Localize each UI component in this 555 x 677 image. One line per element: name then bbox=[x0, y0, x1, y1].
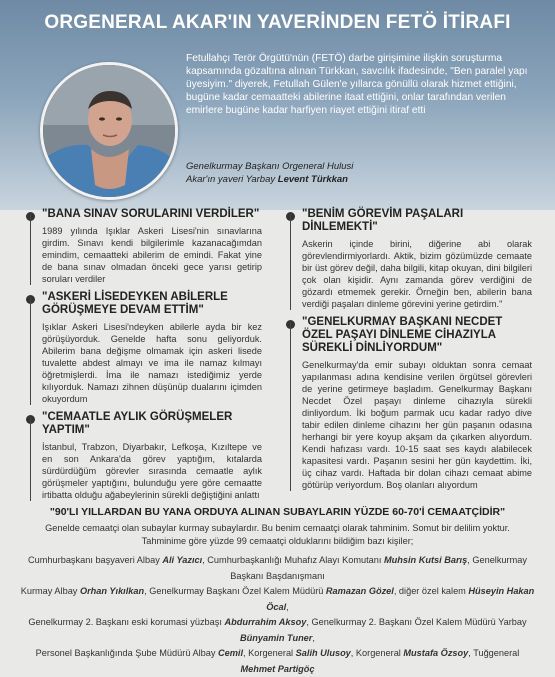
quote-body: Genelkurmay'da emir subayı olduktan sonra cemaat yapılanması adına kendisine verilen örgütsel görevleri de yerine getirmeye başladım. Genelkurmay Başkanı Necdet Özel paşayı dinleme cihazıyla sürekli dinliyordum. İki boğum parmak ucu kadar radyo dive tabir edilen dinleme cihazını her gün paşanın odasına herhangi bir yere koyup akşam da çıkarken alıyordum. Kendi hafızası vardı. 10-15 saat ses kaydı alabilecek kapasitesi vardı. Paşanın sesini her gün kaydettim. İki, üç cihaz vardı. Haftada bir dolan cihazı cemaat abime götürüp veriyordum. Boş olanları alıyordum bbox=[302, 360, 532, 490]
intro-text: Fetullahçı Terör Örgütü'nün (FETÖ) darbe girişimine ilişkin soruşturma kapsamında gözaltına alınan Türkkan, savcılık ifadesinde, "Ben paralel yapı üyesiyim." diyerek, Fetullah Gülen'e yıllarca gönüllü olarak hizmet ettiğini, bugüne kadar cemaatteki abilerine itaat ettiğini, onlar tarafından verilen emirlere bugüne kadar harfiyen riayet ettiğini itiraf etti bbox=[186, 53, 528, 116]
quote-block bbox=[282, 316, 532, 491]
name-pre: Personel Başkanlığında Şube Müdürü Albay bbox=[35, 648, 219, 658]
divider-line bbox=[30, 214, 31, 285]
name-post: , bbox=[286, 601, 289, 612]
quote-body: 1989 yılında Işıklar Askeri Lisesi'nin sınavlarına girdim. Sınavı kendi bilgilerimle kazanacağımdan emindim, cemaatteki abilerim de emindi. Fakat yine de bana sınav olmadan önceki gece yarısı getirip soruları verdiler bbox=[42, 226, 262, 284]
person-name: Hüseyin Hakan Öcal bbox=[266, 586, 535, 612]
caption-line-1: Genelkurmay Başkanı Orgeneral Hulusi bbox=[186, 161, 354, 172]
bottom-line-1: Genelde cemaatçi olan subaylar kurmay subaylardır. Bu benim cemaatçi olarak tahminim. Somut bir delilim yoktur. bbox=[45, 523, 510, 533]
quote-title: "CEMAATLE AYLIK GÖRÜŞMELER YAPTIM" bbox=[42, 411, 233, 436]
name-pre: Kurmay Albay bbox=[20, 586, 80, 596]
photo-caption bbox=[186, 160, 486, 186]
name-post: , diğer özel kalem bbox=[393, 586, 469, 596]
quote-body: Askerin içinde birini, diğerine abi olarak görevlendirmiyorlardı. Aktik, bizim gözümüzde cemaate bir üst görev değil, daha bilgili, kitap okuyan, dini bilgileri çok olan kişidir. Aynı zamanda görev verdiğini de gözardı etmemek gerekir. Örneğin ben, abilerin bana verdiği paşaları dinleme görevini yerine getirdim." bbox=[302, 239, 532, 309]
quote-block bbox=[22, 411, 262, 501]
names-list bbox=[18, 553, 537, 677]
page-title: ORGENERAL AKAR'IN YAVERİNDEN FETÖ İTİRAFI bbox=[44, 12, 511, 33]
caption-prefix: Akar'ın yaveri Yarbay bbox=[186, 174, 278, 185]
divider-line bbox=[290, 322, 291, 491]
name-pre: Cumhurbaşkanı başyaveri Albay bbox=[28, 555, 163, 565]
divider-line bbox=[290, 214, 291, 310]
person-name: Ali Yazıcı bbox=[162, 555, 203, 565]
bottom-section bbox=[18, 506, 537, 677]
person-name: Mustafa Özsoy bbox=[403, 648, 469, 658]
person-name: Orhan Yıkılkan bbox=[79, 586, 145, 596]
name-post: , Genelkurmay Başkanı Özel Kalem Müdürü bbox=[144, 586, 326, 596]
name-post: , Genelkurmay Başkanı Başdanışmanı bbox=[230, 555, 527, 581]
quote-title: "BANA SINAV SORULARINI VERDİLER" bbox=[42, 208, 260, 220]
name-post: , Korgeneral bbox=[350, 648, 404, 658]
divider-line bbox=[30, 417, 31, 501]
quote-title: "ASKERİ LİSEDEYKEN ABİLERLE GÖRÜŞMEYE DEVAM ETTİM" bbox=[42, 291, 228, 316]
name-post: , bbox=[312, 632, 315, 643]
caption-line-2 bbox=[186, 173, 486, 186]
caption-name: Levent Türkkan bbox=[277, 174, 348, 185]
quote-body: Işıklar Askeri Lisesi'ndeyken abilerle ayda bir kez görüşüyorduk. Genelde hafta sonu geliyorduk. Abilerim bana değişme olmamak için askeri lisede tuvalette abdest almayı ve ima ile namaz kılmayı öğretmişlerdi. İma ile namazı istediğimiz yerde kılıyorduk. Namazı zihnen düşünüp dualarını içimden okuyordum bbox=[42, 322, 262, 404]
person-name: Ramazan Gözel bbox=[325, 586, 394, 596]
divider-line bbox=[30, 297, 31, 405]
person-name: Mehmet Partigöç bbox=[240, 663, 315, 674]
quote-title: "GENELKURMAY BAŞKANI NECDET ÖZEL PAŞAYI DİNLEME CİHAZIYLA SÜREKLİ DİNLİYORDUM" bbox=[302, 316, 503, 354]
person-name: Muhsin Kutsi Barış bbox=[384, 555, 468, 565]
header-banner bbox=[0, 0, 555, 210]
name-post: , Tuğgeneral bbox=[468, 648, 520, 658]
bottom-title: "90'LI YILLARDAN BU YANA ORDUYA ALINAN SUBAYLARIN YÜZDE 60-70'İ CEMAATÇİDİR" bbox=[49, 506, 506, 518]
bottom-line-2: Tahminime göre yüzde 99 cemaatçi olduklarını bildiğim bazı kişiler; bbox=[141, 535, 414, 546]
name-post: , Cumhurbaşkanlığı Muhafız Alayı Komutanı bbox=[202, 555, 384, 565]
quote-title: "BENİM GÖREVİM PAŞALARI DİNLEMEKTİ" bbox=[302, 208, 464, 233]
name-pre: Genelkurmay 2. Başkanı eski korumasi yüzbaşı bbox=[28, 617, 225, 627]
portrait-photo bbox=[40, 62, 178, 200]
person-name: Cemil bbox=[218, 648, 244, 658]
person-name: Salih Ulusoy bbox=[295, 648, 351, 658]
name-post: , Korgeneral bbox=[243, 648, 296, 658]
right-column bbox=[282, 208, 532, 497]
quote-block bbox=[282, 208, 532, 310]
quote-block bbox=[22, 291, 262, 405]
quote-body: İstanbul, Trabzon, Diyarbakır, Lefkoşa, Kızıltepe ve en son Ankara'da görev yaptığım, kıtalarda sürdürdüğüm görevler sırasında cemaatle aylık görüşmeler yaptığını, bulunduğu yere göre cemaatte irtibatta olduğu ağabeylerinin sürekli değiştiğini anlattı bbox=[42, 442, 262, 500]
person-name: Abdurrahim Aksoy bbox=[224, 617, 307, 627]
name-post: , Genelkurmay 2. Başkanı Özel Kalem Müdürü Yarbay bbox=[306, 617, 527, 627]
person-name: Bünyamin Tuner bbox=[240, 632, 313, 643]
quote-block bbox=[22, 208, 262, 285]
left-column bbox=[22, 208, 262, 507]
